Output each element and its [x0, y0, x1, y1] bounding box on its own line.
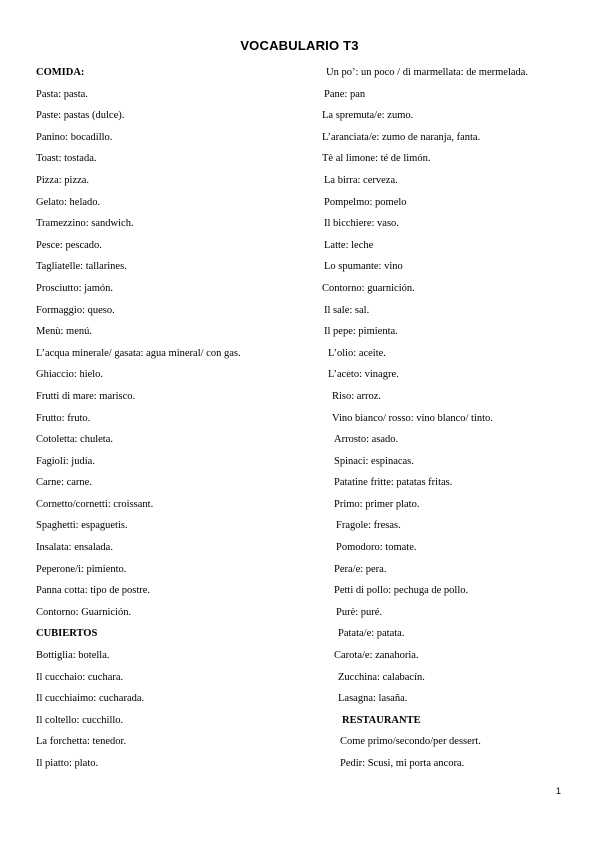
vocabulary-entry: Peperone/i: pimiento.: [36, 563, 127, 575]
vocabulary-entry: Pasta: pasta.: [36, 88, 88, 100]
vocabulary-entry: Pizza: pizza.: [36, 174, 90, 186]
vocabulary-entry: L’olio: aceite.: [328, 347, 386, 359]
vocabulary-entry: Il bicchiere: vaso.: [324, 218, 399, 230]
vocabulary-entry: Il sale: sal.: [324, 304, 370, 316]
vocabulary-entry: Spaghetti: espaguetis.: [36, 520, 128, 532]
vocabulary-entry: Carne: carne.: [36, 477, 92, 489]
vocabulary-right-column: [322, 65, 582, 778]
vocabulary-entry: Carota/e: zanahoria.: [334, 650, 419, 662]
vocabulary-entry: Tè al limone: té de limón.: [322, 153, 431, 165]
page-number: 1: [556, 786, 562, 796]
vocabulary-entry: La birra: cerveza.: [324, 174, 398, 186]
vocabulary-entry: Frutto: fruto.: [36, 412, 91, 424]
vocabulary-entry: Pomodoro: tomate.: [336, 542, 417, 554]
vocabulary-entry: Il pepe: pimienta.: [324, 326, 398, 338]
vocabulary-entry: La forchetta: tenedor.: [36, 736, 127, 748]
vocabulary-entry: Pesce: pescado.: [36, 239, 102, 251]
vocabulary-left-column: [36, 65, 306, 778]
vocabulary-entry: L’aceto: vinagre.: [328, 369, 399, 381]
vocabulary-entry: Frutti di mare: marisco.: [36, 390, 136, 402]
vocabulary-entry: Pompelmo: pomelo: [324, 196, 407, 208]
vocabulary-entry: Insalata: ensalada.: [36, 542, 113, 554]
vocabulary-entry: Il cucchiaimo: cucharada.: [36, 693, 145, 705]
page-title: VOCABULARIO T3: [240, 38, 359, 53]
vocabulary-entry: Petti di pollo: pechuga de pollo.: [334, 585, 469, 597]
vocabulary-entry: Patata/e: patata.: [338, 628, 405, 640]
section-heading: RESTAURANTE: [342, 714, 421, 726]
vocabulary-entry: Latte: leche: [324, 239, 374, 251]
vocabulary-entry: Panna cotta: tipo de postre.: [36, 585, 151, 597]
vocabulary-entry: Purè: puré.: [336, 606, 383, 618]
vocabulary-entry: Tagliatelle: tallarines.: [36, 261, 127, 273]
vocabulary-entry: Toast: tostada.: [36, 153, 97, 165]
vocabulary-entry: Pane: pan: [324, 88, 366, 100]
vocabulary-entry: Come primo/secondo/per dessert.: [340, 736, 481, 748]
vocabulary-entry: Spinaci: espinacas.: [334, 455, 414, 467]
vocabulary-entry: Formaggio: queso.: [36, 304, 115, 316]
vocabulary-entry: Contorno: guarnición.: [322, 282, 415, 294]
vocabulary-entry: Arrosto: asado.: [334, 434, 399, 446]
vocabulary-entry: Vino bianco/ rosso: vino blanco/ tinto.: [332, 412, 493, 424]
vocabulary-entry: Primo: primer plato.: [334, 498, 420, 510]
vocabulary-entry: Tramezzino: sandwich.: [36, 218, 134, 230]
vocabulary-entry: La spremuta/e: zumo.: [322, 110, 414, 122]
section-heading: CUBIERTOS: [36, 628, 98, 640]
vocabulary-entry: Lasagna: lasaña.: [338, 693, 408, 705]
section-heading: COMIDA:: [36, 67, 85, 78]
vocabulary-entry: Bottiglia: botella.: [36, 650, 110, 662]
vocabulary-entry: Contorno: Guarnición.: [36, 606, 132, 618]
vocabulary-entry: Cotoletta: chuleta.: [36, 434, 113, 446]
vocabulary-entry: Patatine fritte: patatas fritas.: [334, 477, 453, 489]
vocabulary-entry: Riso: arroz.: [332, 390, 381, 402]
vocabulary-entry: Pera/e: pera.: [334, 563, 387, 575]
vocabulary-entry: Fagioli: judía.: [36, 455, 95, 467]
vocabulary-entry: Menù: menú.: [36, 326, 92, 338]
vocabulary-entry: Il coltello: cucchillo.: [36, 714, 124, 726]
vocabulary-entry: Il piatto: plato.: [36, 758, 99, 769]
vocabulary-entry: Prosciutto: jamón.: [36, 282, 113, 294]
vocabulary-entry: Lo spumante: vino: [324, 261, 403, 273]
vocabulary-entry: Fragole: fresas.: [336, 520, 401, 532]
vocabulary-entry: Pedir: Scusi, mi porta ancora.: [340, 758, 465, 769]
vocabulary-entry: L’aranciata/e: zumo de naranja, fanta.: [322, 131, 481, 143]
vocabulary-entry: Il cucchaio: cuchara.: [36, 671, 124, 683]
vocabulary-entry: Paste: pastas (dulce).: [36, 110, 125, 122]
vocabulary-entry: Un po’: un poco / di marmellata: de mermelada.: [326, 67, 529, 78]
vocabulary-entry: Panino: bocadillo.: [36, 131, 113, 143]
vocabulary-entry: Ghiaccio: hielo.: [36, 369, 104, 381]
vocabulary-entry: Zucchina: calabacín.: [338, 671, 425, 683]
vocabulary-entry: Gelato: helado.: [36, 196, 101, 208]
vocabulary-entry: Cornetto/cornetti: croissant.: [36, 498, 154, 510]
vocabulary-entry: L’acqua minerale/ gasata: agua mineral/ con gas.: [36, 347, 241, 359]
